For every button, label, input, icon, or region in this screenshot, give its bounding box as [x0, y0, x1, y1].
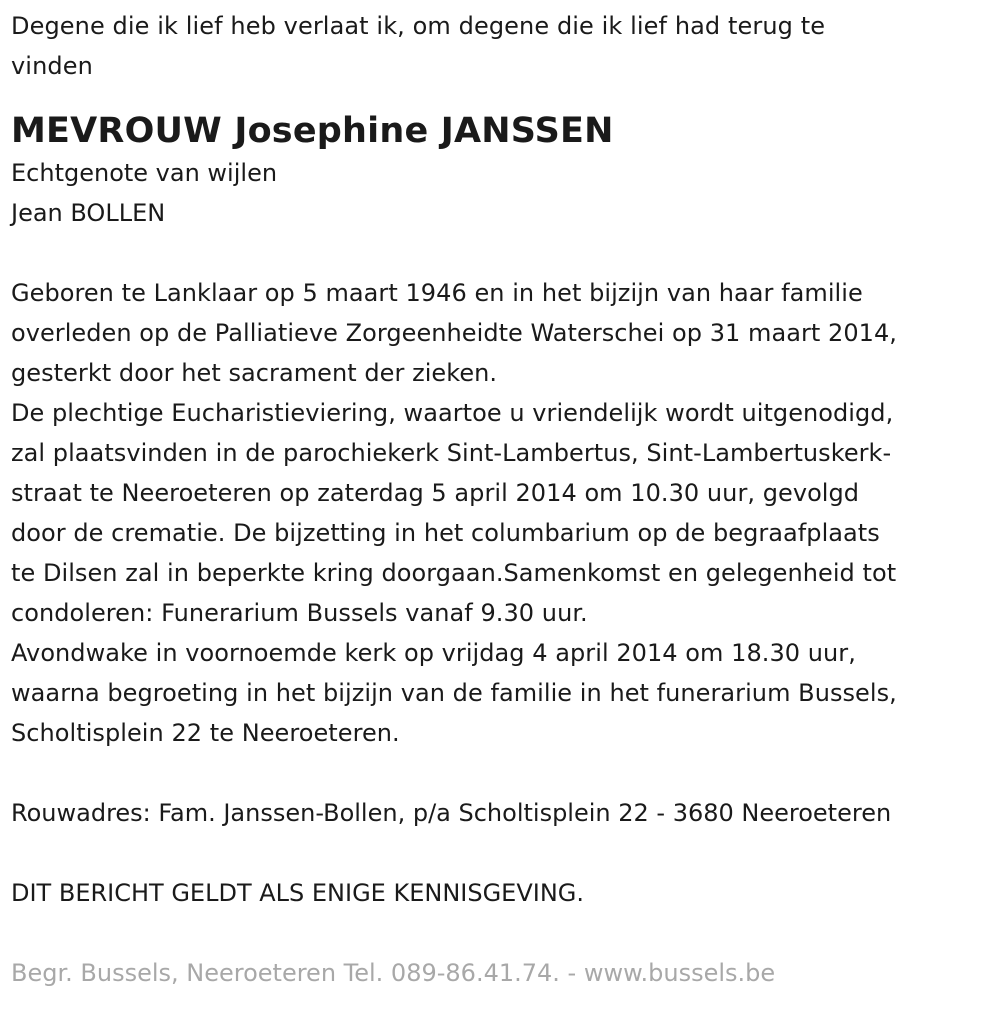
deceased-name: MEVROUW Josephine JANSSEN: [11, 111, 614, 151]
body-line: condoleren: Funerarium Bussels vanaf 9.30 uur.: [11, 599, 588, 627]
body-line: Geboren te Lanklaar op 5 maart 1946 en in het bijzijn van haar familie: [11, 279, 863, 307]
body-line: overleden op de Palliatieve Zorgeenheidte Waterschei op 31 maart 2014,: [11, 319, 897, 347]
notice-body: [11, 273, 996, 753]
body-line: gesterkt door het sacrament der zieken.: [11, 359, 498, 387]
motto-quote: [11, 6, 996, 86]
spouse-line-1: Echtgenote van wijlen: [11, 159, 278, 187]
death-notice: [11, 0, 996, 993]
body-line: waarna begroeting in het bijzijn van de familie in het funerarium Bussels,: [11, 679, 897, 707]
body-line: zal plaatsvinden in de parochiekerk Sint-Lambertus, Sint-Lambertuskerk-: [11, 439, 892, 467]
spouse-info: [11, 153, 996, 233]
body-line: Avondwake in voornoemde kerk op vrijdag 4 april 2014 om 18.30 uur,: [11, 639, 856, 667]
mourning-address: Rouwadres: Fam. Janssen-Bollen, p/a Scholtisplein 22 - 3680 Neeroeteren: [11, 799, 892, 827]
motto-line-1: Degene die ik lief heb verlaat ik, om degene die ik lief had terug te: [11, 12, 826, 40]
body-line: Scholtisplein 22 te Neeroeteren.: [11, 719, 400, 747]
body-line: door de crematie. De bijzetting in het columbarium op de begraafplaats: [11, 519, 880, 547]
motto-line-2: vinden: [11, 52, 93, 80]
funeral-home-footer: Begr. Bussels, Neeroeteren Tel. 089-86.41.74. - www.bussels.be: [11, 959, 776, 987]
body-line: te Dilsen zal in beperkte kring doorgaan.Samenkomst en gelegenheid tot: [11, 559, 897, 587]
body-line: De plechtige Eucharistieviering, waartoe u vriendelijk wordt uitgenodigd,: [11, 399, 894, 427]
notice-statement: DIT BERICHT GELDT ALS ENIGE KENNISGEVING.: [11, 879, 585, 907]
body-line: straat te Neeroeteren op zaterdag 5 april 2014 om 10.30 uur, gevolgd: [11, 479, 860, 507]
spouse-line-2: Jean BOLLEN: [11, 199, 166, 227]
